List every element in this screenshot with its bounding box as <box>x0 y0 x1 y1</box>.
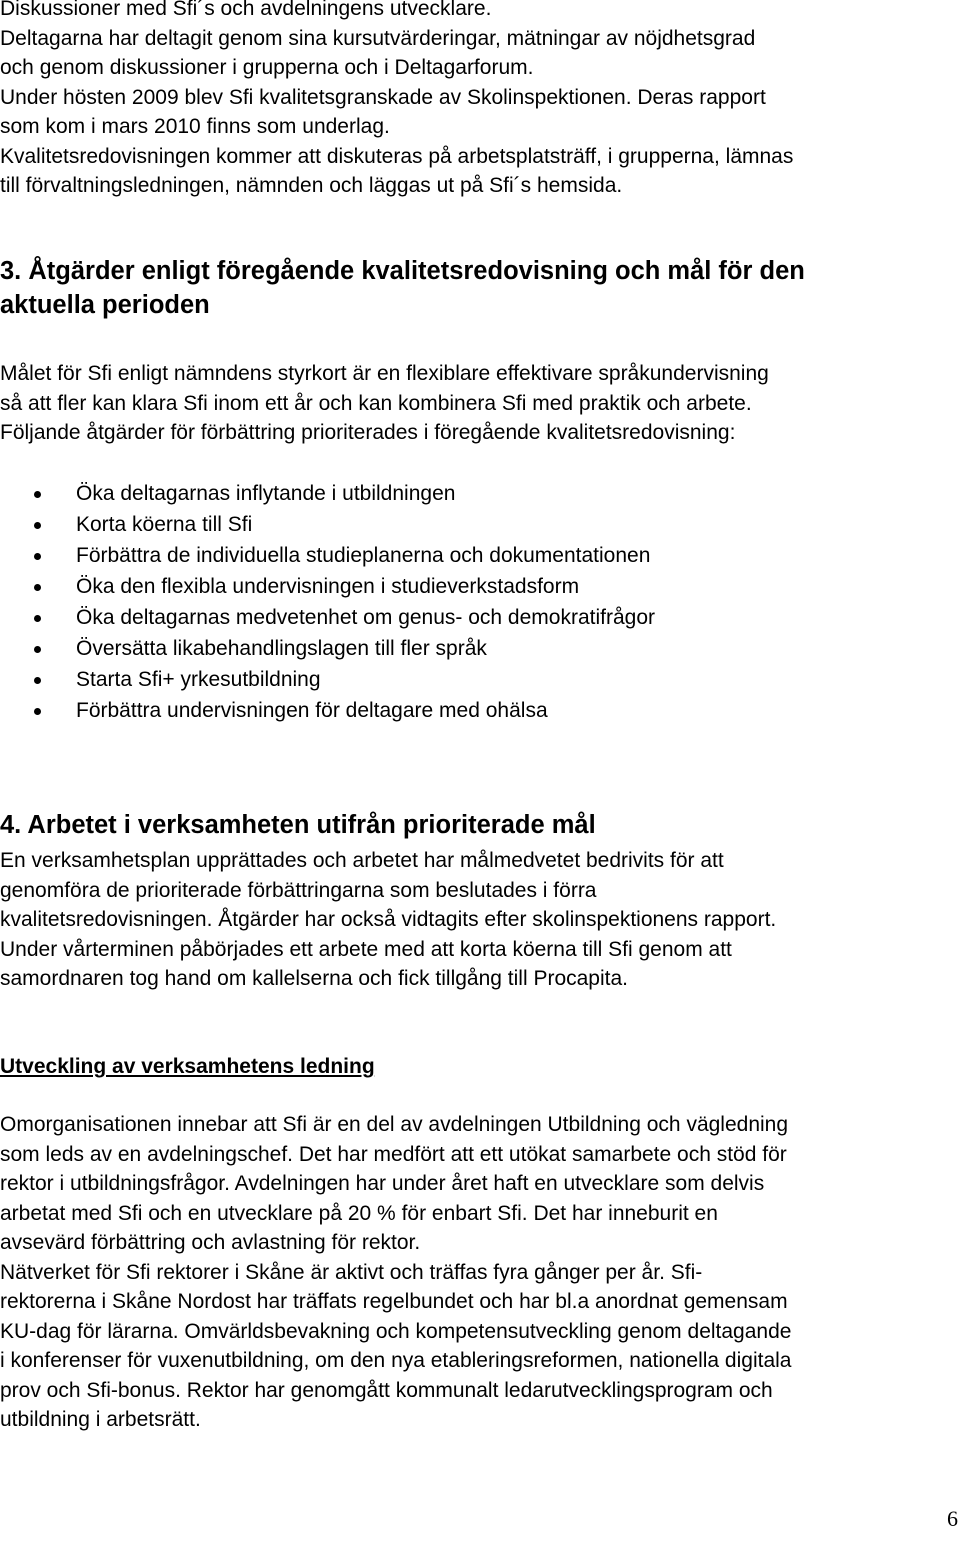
list-item-text: Förbättra undervisningen för deltagare med ohälsa <box>76 699 548 722</box>
text-line: rektorerna i Skåne Nordost har träffats regelbundet och har bl.a anordnat gemensam <box>0 1290 788 1313</box>
list-item-text: Förbättra de individuella studieplanerna och dokumentationen <box>76 544 651 567</box>
text-line: kvalitetsredovisningen. Åtgärder har också vidtagits efter skolinspektionens rapport. <box>0 908 777 931</box>
text-line: arbetat med Sfi och en utvecklare på 20 % för enbart Sfi. Det har inneburit en <box>0 1201 718 1225</box>
bullet-icon <box>34 646 41 653</box>
list-item <box>0 478 960 509</box>
bullet-icon <box>34 615 41 622</box>
list-item <box>0 695 960 726</box>
text-line: samordnaren tog hand om kallelserna och fick tillgång till Procapita. <box>0 967 629 990</box>
text-line: Nätverket för Sfi rektorer i Skåne är aktivt och träffas fyra gånger per år. Sfi- <box>0 1260 703 1284</box>
text-line: till förvaltningsledningen, nämnden och läggas ut på Sfi´s hemsida. <box>0 174 623 197</box>
list-item-text: Öka deltagarnas inflytande i utbildningen <box>76 482 456 505</box>
section-3-paragraph <box>0 359 960 448</box>
bullet-icon <box>34 708 41 715</box>
bullet-icon <box>34 677 41 684</box>
text-line: genomföra de prioriterade förbättringarna som beslutades i förra <box>0 878 597 902</box>
list-item-text: Översätta likabehandlingslagen till fler språk <box>76 637 487 660</box>
list-item <box>0 571 960 602</box>
text-line: Deltagarna har deltagit genom sina kursutvärderingar, mätningar av nöjdhetsgrad <box>0 26 756 50</box>
list-item <box>0 664 960 695</box>
text-line: Diskussioner med Sfi´s och avdelningens utvecklare. <box>0 0 492 20</box>
text-line: rektor i utbildningsfrågor. Avdelningen har under året haft en utvecklare som delvis <box>0 1172 765 1195</box>
measures-list <box>0 478 960 726</box>
text-line: i konferenser för vuxenutbildning, om den nya etableringsreformen, nationella digitala <box>0 1349 792 1372</box>
text-line: Följande åtgärder för förbättring prioriterades i föregående kvalitetsredovisning: <box>0 421 736 444</box>
list-item-text: Öka den flexibla undervisningen i studieverkstadsform <box>76 575 580 598</box>
heading-line: aktuella perioden <box>0 291 210 319</box>
section-4-paragraph <box>0 846 960 994</box>
leadership-heading: Utveckling av verksamhetens ledning <box>0 1055 375 1078</box>
list-item <box>0 633 960 664</box>
text-line: avsevärd förbättring och avlastning för rektor. <box>0 1231 421 1254</box>
list-item <box>0 602 960 633</box>
text-line: Under hösten 2009 blev Sfi kvalitetsgranskade av Skolinspektionen. Deras rapport <box>0 85 766 109</box>
list-item-text: Öka deltagarnas medvetenhet om genus- och demokratifrågor <box>76 606 655 629</box>
text-line: Målet för Sfi enligt nämndens styrkort är en flexiblare effektivare språkundervisning <box>0 362 769 385</box>
text-line: Omorganisationen innebar att Sfi är en del av avdelningen Utbildning och vägledning <box>0 1113 789 1136</box>
text-line: En verksamhetsplan upprättades och arbetet har målmedvetet bedrivits för att <box>0 849 724 872</box>
bullet-icon <box>34 584 41 591</box>
list-item <box>0 540 960 571</box>
section-3-heading <box>0 254 960 322</box>
text-line: Kvalitetsredovisningen kommer att diskuteras på arbetsplatsträff, i grupperna, lämnas <box>0 144 794 168</box>
section-4-heading: 4. Arbetet i verksamheten utifrån prioriterade mål <box>0 811 596 839</box>
bullet-icon <box>34 522 41 529</box>
text-line: så att fler kan klara Sfi inom ett år och kan kombinera Sfi med praktik och arbete. <box>0 391 752 415</box>
page-number: 6 <box>947 1506 958 1531</box>
text-line: som kom i mars 2010 finns som underlag. <box>0 115 390 138</box>
heading-line: 3. Åtgärder enligt föregående kvalitetsredovisning och mål för den <box>0 257 805 285</box>
text-line: Under vårterminen påbörjades ett arbete med att korta köerna till Sfi genom att <box>0 937 732 961</box>
intro-paragraph <box>0 0 960 201</box>
list-item-text: Korta köerna till Sfi <box>76 513 253 536</box>
text-line: KU-dag för lärarna. Omvärldsbevakning och kompetensutveckling genom deltagande <box>0 1319 792 1343</box>
list-item-text: Starta Sfi+ yrkesutbildning <box>76 668 321 691</box>
leadership-paragraph <box>0 1110 960 1435</box>
list-item <box>0 509 960 540</box>
text-line: prov och Sfi-bonus. Rektor har genomgått kommunalt ledarutvecklingsprogram och <box>0 1378 773 1402</box>
text-line: som leds av en avdelningschef. Det har medfört att ett utökat samarbete och stöd för <box>0 1142 787 1166</box>
text-line: och genom diskussioner i grupperna och i Deltagarforum. <box>0 56 534 79</box>
bullet-icon <box>34 491 41 498</box>
text-line: utbildning i arbetsrätt. <box>0 1408 201 1431</box>
bullet-icon <box>34 553 41 560</box>
